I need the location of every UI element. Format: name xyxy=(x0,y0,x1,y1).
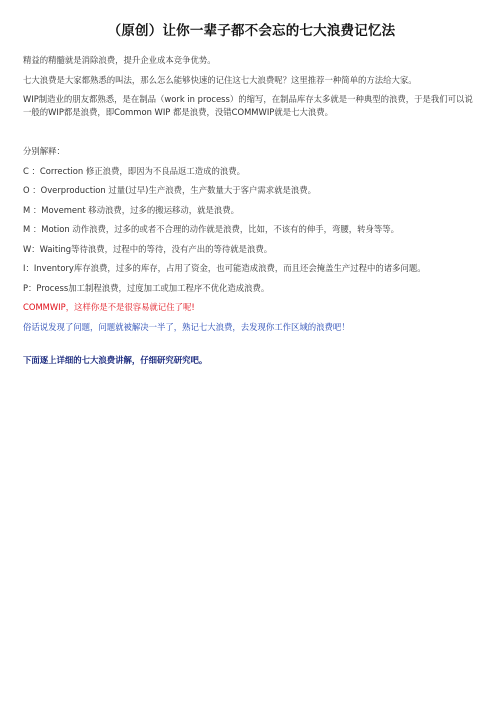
mnemonic-highlight: COMMWIP，这样你是不是很容易就记住了呢! xyxy=(23,302,195,312)
waste-item-inventory: I：Inventory库存浪费，过多的库存，占用了资金，也可能造成浪费，而且还会掩盖生产过程中的诸多问题。 xyxy=(23,263,426,273)
spacer xyxy=(23,125,480,145)
analysis-label: 分别解释： xyxy=(23,146,65,156)
call-to-action: 俗话说发现了问题，问题就被解决一半了，熟记七大浪费，去发现你工作区域的浪费吧！ xyxy=(23,321,350,332)
spacer xyxy=(23,340,480,354)
footer-note: 下面逐上详细的七大浪费讲解，仔细研究研究吧。 xyxy=(23,355,208,365)
waste-item-correction: C ：Correction 修正浪费，即因为不良品返工造成的浪费。 xyxy=(23,165,245,176)
waste-item-process: P：Process加工制程浪费，过度加工或加工程序不优化造成浪费。 xyxy=(23,282,270,293)
waste-item-waiting: W：Waiting等待浪费，过程中的等待，没有产出的等待就是浪费。 xyxy=(23,243,273,254)
intro-paragraph-1: 精益的精髓就是消除浪费，提升企业成本竞争优势。 xyxy=(23,55,216,65)
waste-item-movement: M ：Movement 移动浪费，过多的搬运移动，就是浪费。 xyxy=(23,204,240,215)
intro-paragraph-3: WIP制造业的朋友都熟悉，是在制品（work in process）的缩写，在制品库存太多就是一种典型的浪费，于是我们可以说一般的WIP都是浪费，即Common WIP 都是浪费，没错COMMWIP就是七大浪费。 xyxy=(23,94,473,117)
page-title: （原创）让你一辈子都不会忘的七大浪费记忆法 xyxy=(107,23,396,39)
waste-item-motion: M ：Motion 动作浪费，过多的或者不合理的动作就是浪费，比如，不该有的伸手，弯腰，转身等等。 xyxy=(23,224,399,234)
intro-paragraph-2: 七大浪费是大家都熟悉的叫法，那么怎么能够快速的记住这七大浪费呢？这里推荐一种简单的方法给大家。 xyxy=(23,74,417,85)
waste-item-overproduction: O ：Overproduction 过量(过早)生产浪费，生产数量大于客户需求就是浪费。 xyxy=(23,185,316,195)
